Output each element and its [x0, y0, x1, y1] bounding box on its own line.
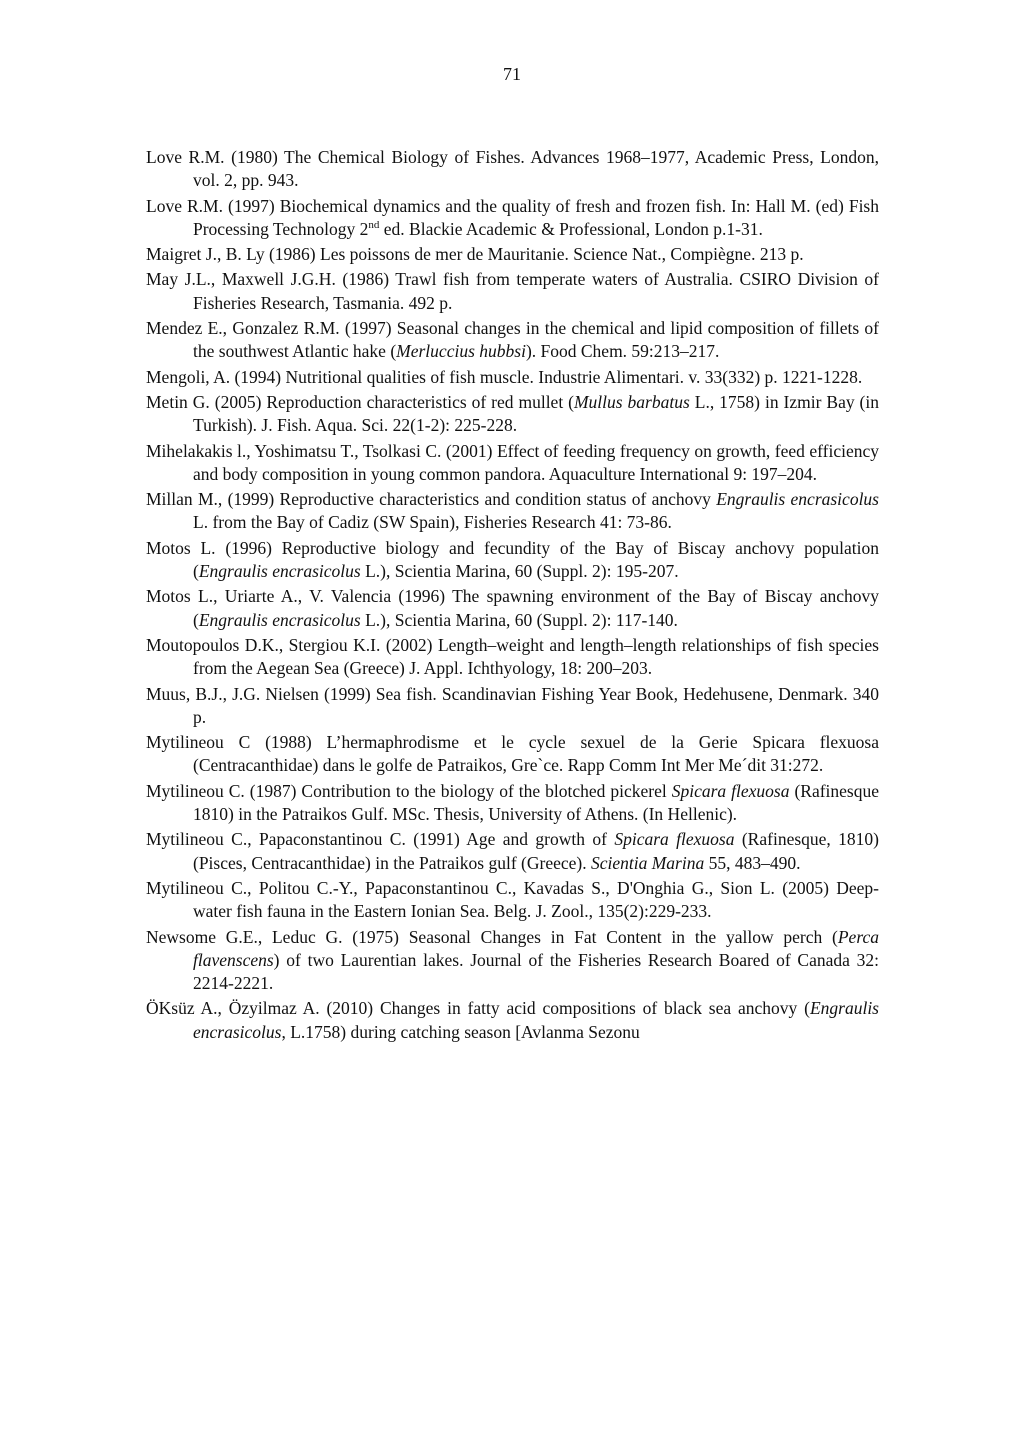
reference-text: Muus, B.J., J.G. Nielsen (1999) Sea fish. Scandinavian Fishing Year Book, Hedehusene, Denmark. 340 p. [146, 683, 879, 727]
reference-text: (Rafinesque, 1810) (Pisces, Centracanthidae) in the Patraikos gulf (Greece). [193, 829, 879, 873]
reference-text: ). Food Chem. 59:213–217. [525, 341, 720, 362]
reference-entry [146, 243, 879, 266]
reference-entry [146, 440, 879, 487]
reference-text: Millan M., (1999) Reproductive characteristics and condition status of anchovy [146, 489, 717, 510]
reference-entry [146, 828, 879, 875]
reference-text: L. from the Bay of Cadiz (SW Spain), Fisheries Research 41: 73-86. [193, 512, 672, 533]
reference-text: Love R.M. (1997) Biochemical dynamics and the quality of fresh and frozen fish. In: Hall M. (ed) Fish Processing Technology 2 [146, 195, 879, 239]
reference-entry [146, 926, 879, 996]
reference-text: Mengoli, A. (1994) Nutritional qualities of fish muscle. Industrie Alimentari. v. 33(332) p. 1221-1228. [146, 366, 863, 387]
page-number: 71 [503, 64, 521, 84]
reference-entry [146, 317, 879, 364]
reference-entry [146, 391, 879, 438]
italic-text: Merluccius hubbsi [396, 341, 526, 362]
italic-text: Mullus barbatus [573, 391, 690, 412]
reference-entry [146, 683, 879, 730]
italic-text: Spicara flexuosa [614, 829, 735, 850]
reference-entry [146, 634, 879, 681]
reference-text: Mytilineou C. (1987) Contribution to the biology of the blotched pickerel [146, 780, 672, 801]
reference-text: Love R.M. (1980) The Chemical Biology of Fishes. Advances 1968–1977, Academic Press, London, vol. 2, pp. 943. [146, 147, 879, 191]
reference-entry [146, 997, 879, 1044]
reference-text: (Rafinesque 1810) in the Patraikos Gulf. MSc. Thesis, University of Athens. (In Hellenic). [193, 780, 879, 825]
italic-text: Engraulis encrasicolus [193, 998, 879, 1042]
reference-text: Mytilineou C., Papaconstantinou C. (1991) Age and growth of [146, 829, 615, 850]
reference-entry [146, 780, 879, 827]
reference-text: Metin G. (2005) Reproduction characteristics of red mullet ( [146, 391, 574, 412]
reference-text: 55, 483–490. [704, 852, 801, 873]
reference-entry [146, 537, 879, 584]
reference-text: Maigret J., B. Ly (1986) Les poissons de mer de Mauritanie. Science Nat., Compiègne. 213 p. [146, 244, 804, 265]
reference-text: May J.L., Maxwell J.G.H. (1986) Trawl fish from temperate waters of Australia. CSIRO Division of Fisheries Research, Tasmania. 492 p. [146, 269, 879, 313]
reference-entry [146, 488, 879, 535]
reference-text: ÖKsüz A., Özyilmaz A. (2010) Changes in fatty acid compositions of black sea anchovy ( [146, 998, 810, 1019]
reference-text: ) of two Laurentian lakes. Journal of the Fisheries Research Boared of Canada 32: 2214-2221. [193, 949, 879, 994]
reference-text: Mytilineou C., Politou C.-Y., Papaconstantinou C., Kavadas S., D'Onghia G., Sion L. (2005) Deep-water fish fauna in the Eastern Ionian Sea. Belg. J. Zool., 135(2):229-233. [146, 877, 879, 922]
reference-text: Mihelakakis l., Yoshimatsu T., Tsolkasi C. (2001) Effect of feeding frequency on growth, feed efficiency and body composition in young common pandora. Aquaculture International 9: 197–204. [146, 440, 879, 484]
reference-list [146, 146, 879, 1046]
reference-entry [146, 731, 879, 778]
reference-entry [146, 268, 879, 315]
reference-text: ed. Blackie Academic & Professional, London p.1-31. [379, 218, 763, 239]
reference-text: Mytilineou C (1988) L’hermaphrodisme et le cycle sexuel de la Gerie Spicara flexuosa (Centracanthidae) dans le golfe de Patraikos, Gre`ce. Rapp Comm Int Mer Me´dit 31:272. [146, 732, 879, 776]
superscript-text: nd [368, 218, 380, 231]
reference-text: Motos L., Uriarte A., V. Valencia (1996) The spawning environment of the Bay of Biscay anchovy ( [146, 586, 879, 630]
reference-text: Moutopoulos D.K., Stergiou K.I. (2002) Length–weight and length–length relationships of fish species from the Aegean Sea (Greece) J. Appl. Ichthyology, 18: 200–203. [146, 634, 879, 679]
reference-entry [146, 585, 879, 632]
reference-text: Newsome G.E., Leduc G. (1975) Seasonal Changes in Fat Content in the yallow perch ( [146, 926, 838, 947]
reference-text: Mendez E., Gonzalez R.M. (1997) Seasonal changes in the chemical and lipid composition of fillets of the southwest Atlantic hake ( [146, 318, 879, 362]
reference-entry [146, 195, 879, 242]
reference-text: L.), Scientia Marina, 60 (Suppl. 2): 195-207. [360, 561, 679, 582]
italic-text: Engraulis encrasicolus [198, 609, 361, 630]
reference-text: L.), Scientia Marina, 60 (Suppl. 2): 117-140. [360, 609, 678, 630]
italic-text: Spicara flexuosa [671, 780, 790, 801]
italic-text: Engraulis encrasicolus [198, 561, 361, 582]
italic-text: Engraulis encrasicolus [716, 489, 879, 510]
reference-text: Motos L. (1996) Reproductive biology and fecundity of the Bay of Biscay anchovy population ( [146, 537, 879, 582]
italic-text: Scientia Marina [590, 852, 705, 873]
reference-entry [146, 366, 879, 389]
italic-text: Perca flavenscens [193, 926, 879, 970]
reference-text: , L.1758) during catching season [Avlanma Sezonu [281, 1021, 640, 1042]
reference-entry [146, 877, 879, 924]
reference-entry [146, 146, 879, 193]
reference-text: L., 1758) in Izmir Bay (in Turkish). J. Fish. Aqua. Sci. 22(1-2): 225-228. [193, 391, 879, 436]
